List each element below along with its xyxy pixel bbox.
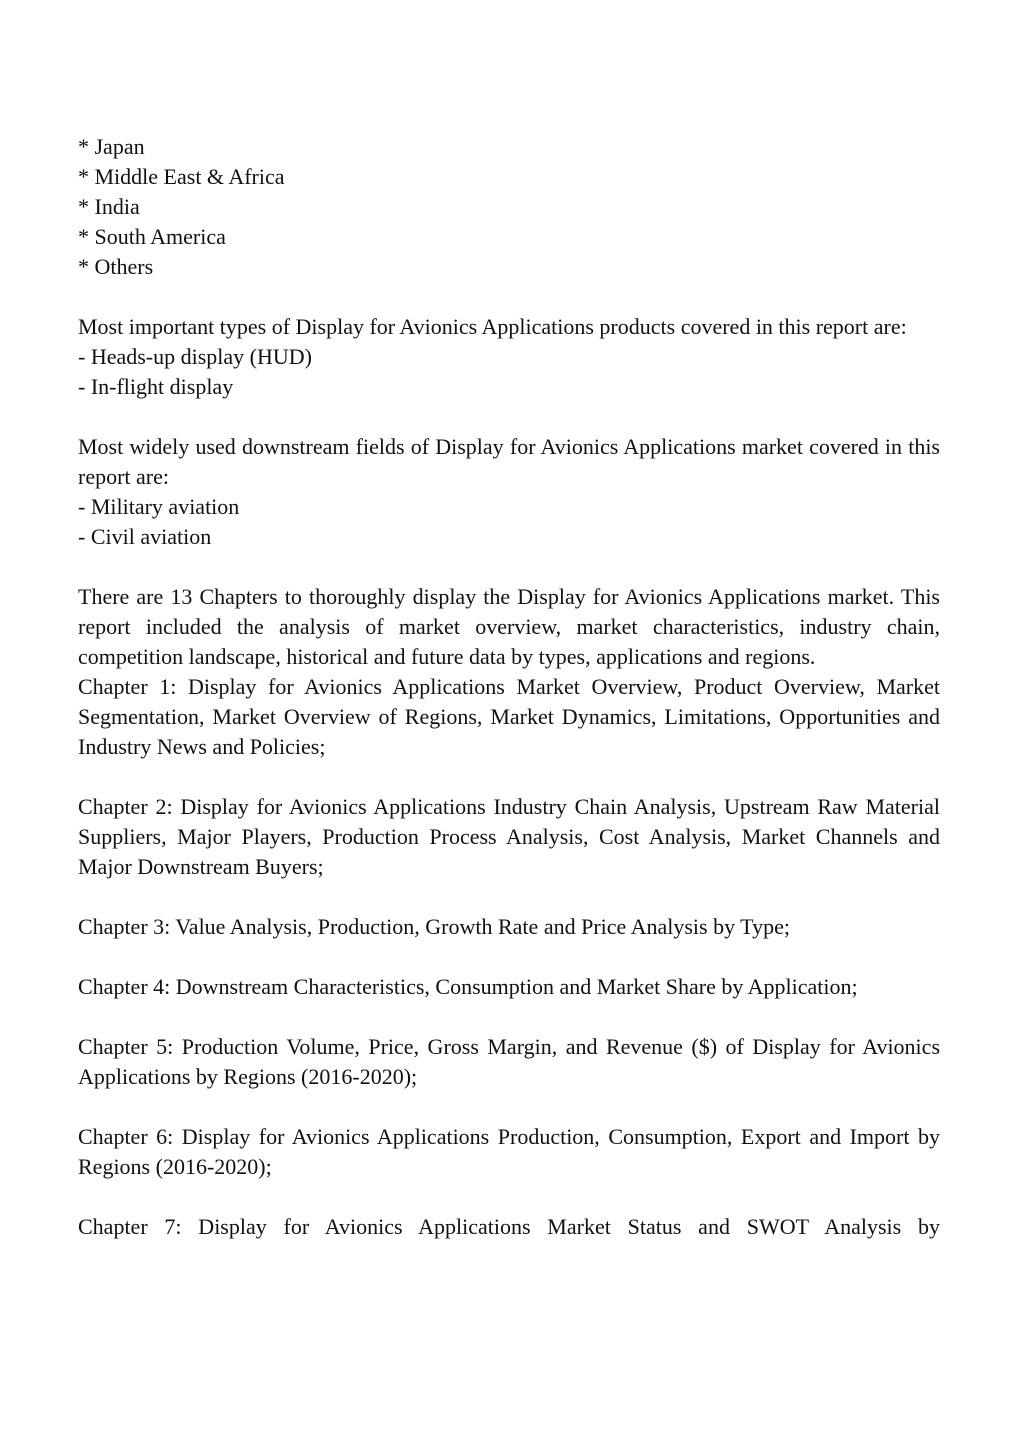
paragraph-gap [78, 552, 940, 582]
paragraph-gap [78, 282, 940, 312]
chapter-4: Chapter 4: Downstream Characteristics, Consumption and Market Share by Application; [78, 974, 858, 999]
paragraph-gap [78, 402, 940, 432]
chapter-2: Chapter 2: Display for Avionics Applications Industry Chain Analysis, Upstream Raw Material Suppliers, Major Players, Production Process Analysis, Cost Analysis, Market Channels and Major Downstream Buyers; [78, 794, 940, 879]
chapters-intro: There are 13 Chapters to thoroughly display the Display for Avionics Applications market. This report included the analysis of market overview, market characteristics, industry chain, competition landscape, historical and future data by types, applications and regions. [78, 584, 940, 669]
chapter-1: Chapter 1: Display for Avionics Applications Market Overview, Product Overview, Market Segmentation, Market Overview of Regions, Market Dynamics, Limitations, Opportunities and Industry News and Policies; [78, 674, 940, 759]
list-item: * Japan [78, 134, 145, 159]
list-item: * Middle East & Africa [78, 164, 285, 189]
types-section [78, 312, 940, 402]
chapter-7: Chapter 7: Display for Avionics Applications Market Status and SWOT Analysis by [78, 1214, 940, 1239]
chapter-6: Chapter 6: Display for Avionics Applications Production, Consumption, Export and Import by Regions (2016-2020); [78, 1124, 940, 1179]
chapters-section [78, 582, 940, 1242]
list-item: - Civil aviation [78, 524, 212, 549]
paragraph-gap [78, 942, 940, 972]
chapter-3: Chapter 3: Value Analysis, Production, Growth Rate and Price Analysis by Type; [78, 914, 790, 939]
paragraph-gap [78, 762, 940, 792]
list-item: * India [78, 194, 140, 219]
applications-section [78, 432, 940, 552]
list-item: * South America [78, 224, 226, 249]
paragraph-gap [78, 882, 940, 912]
chapter-5: Chapter 5: Production Volume, Price, Gross Margin, and Revenue ($) of Display for Avionics Applications by Regions (2016-2020); [78, 1034, 940, 1089]
list-item: - In-flight display [78, 374, 234, 399]
list-item: * Others [78, 254, 154, 279]
regions-list [78, 132, 940, 282]
list-item: - Heads-up display (HUD) [78, 344, 312, 369]
document-page [78, 132, 940, 1242]
list-item: - Military aviation [78, 494, 240, 519]
paragraph-gap [78, 1002, 940, 1032]
applications-intro: Most widely used downstream fields of Display for Avionics Applications market covered in this report are: [78, 434, 940, 489]
types-intro: Most important types of Display for Avionics Applications products covered in this report are: [78, 314, 907, 339]
paragraph-gap [78, 1092, 940, 1122]
paragraph-gap [78, 1182, 940, 1212]
